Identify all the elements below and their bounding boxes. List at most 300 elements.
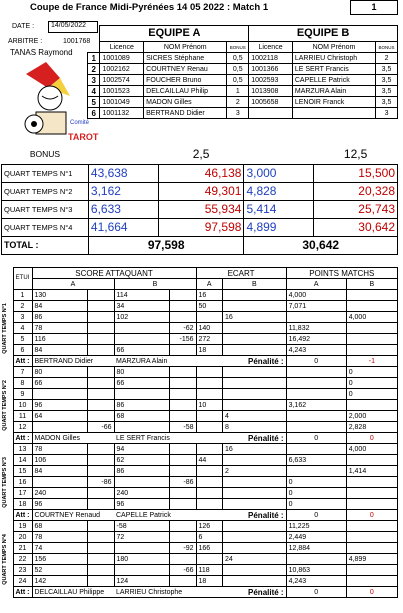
score-b-pos: 34: [114, 301, 169, 312]
col-points-a: A: [286, 279, 346, 290]
score-b-pos: 86: [114, 466, 169, 477]
team-row: [88, 108, 398, 119]
score-a-pos: 84: [32, 466, 87, 477]
team-row: [88, 75, 398, 86]
etui-number: 10: [13, 400, 32, 411]
seat-number: 1: [88, 53, 100, 64]
quarter-side-label: [1, 290, 13, 367]
score-a-neg: [87, 334, 114, 345]
ecart-a: 140: [196, 323, 222, 334]
points-a: 0: [286, 499, 346, 510]
player-licence-b: 1005658: [249, 97, 293, 108]
penalty-b: 0: [346, 433, 397, 444]
score-a-pos: 66: [32, 378, 87, 389]
score-a-pos: 106: [32, 455, 87, 466]
score-b-pos: 86: [114, 400, 169, 411]
team-a-title: EQUIPE A: [100, 26, 249, 42]
cumul-score-a: 97,598: [158, 218, 244, 236]
score-b-pos: 114: [114, 290, 169, 301]
ecart-b: [222, 499, 286, 510]
col-name-a: NOM Prénom: [144, 42, 227, 53]
points-b: [346, 565, 397, 576]
score-a-pos: 64: [32, 411, 87, 422]
score-a-pos: 78: [32, 444, 87, 455]
ecart-b: [222, 477, 286, 488]
points-b: [346, 477, 397, 488]
player-name-a: DELCAILLAU Philip: [144, 86, 227, 97]
score-b-pos: 240: [114, 488, 169, 499]
quarter-summary-row: [2, 164, 398, 182]
score-b-neg: -92: [169, 543, 196, 554]
ecart-b: 24: [222, 554, 286, 565]
deal-row: [1, 290, 398, 301]
deal-row: [1, 312, 398, 323]
quarter-score-b: 4,828: [244, 182, 314, 200]
score-b-pos: 80: [114, 367, 169, 378]
ecart-a: 50: [196, 301, 222, 312]
score-b-neg: -66: [169, 565, 196, 576]
att-player-a: BERTRAND Didier: [32, 356, 114, 367]
ecart-a: 18: [196, 345, 222, 356]
ecart-a: 272: [196, 334, 222, 345]
ecart-b: [222, 400, 286, 411]
score-b-neg: [169, 378, 196, 389]
score-a-neg: [87, 554, 114, 565]
cumul-score-b: 15,500: [314, 164, 398, 182]
deal-row: [1, 378, 398, 389]
score-b-pos: [114, 422, 169, 433]
deal-row: [1, 554, 398, 565]
player-bonus-b: 3,5: [376, 75, 398, 86]
player-bonus-a: 1: [227, 86, 249, 97]
player-name-b: LENOIR Franck: [292, 97, 375, 108]
score-a-pos: 74: [32, 543, 87, 554]
score-a-pos: 84: [32, 301, 87, 312]
points-b: [346, 576, 397, 587]
ecart-b: [222, 345, 286, 356]
points-b: 1,414: [346, 466, 397, 477]
quarter-label: QUART TEMPS N°3: [2, 200, 89, 218]
score-b-neg: [169, 521, 196, 532]
ecart-b: [222, 301, 286, 312]
points-b: [346, 521, 397, 532]
etui-number: 12: [13, 422, 32, 433]
score-a-pos: 80: [32, 367, 87, 378]
quarter-summary-row: [2, 182, 398, 200]
player-name-b: [292, 108, 375, 119]
deal-row: [1, 422, 398, 433]
points-a: 0: [286, 488, 346, 499]
ecart-b: [222, 389, 286, 400]
col-ecart-b: B: [222, 279, 286, 290]
score-a-neg: [87, 466, 114, 477]
seat-number: 3: [88, 75, 100, 86]
ecart-b: [222, 455, 286, 466]
points-b: [346, 543, 397, 554]
att-label: Att :: [13, 510, 32, 521]
score-b-neg: [169, 290, 196, 301]
ecart-a: [196, 411, 222, 422]
score-a-neg: [87, 323, 114, 334]
att-label: Att :: [13, 356, 32, 367]
quarter-vertical-label: QUART TEMPS N°4: [2, 533, 8, 585]
ecart-b: [222, 334, 286, 345]
player-bonus-b: 2: [376, 53, 398, 64]
score-a-pos: 142: [32, 576, 87, 587]
score-b-neg: [169, 488, 196, 499]
points-a: [286, 367, 346, 378]
player-name-b: LE SERT Francis: [292, 64, 375, 75]
score-a-neg: [87, 400, 114, 411]
score-b-neg: -58: [169, 422, 196, 433]
score-a-neg: [87, 521, 114, 532]
attaquant-row: [1, 510, 398, 521]
score-a-neg: [87, 455, 114, 466]
player-name-a: MADON Gilles: [144, 97, 227, 108]
player-name-b: MARZURA Alain: [292, 86, 375, 97]
player-bonus-b: 3,5: [376, 64, 398, 75]
quarter-summary-row: [2, 218, 398, 236]
points-b: [346, 301, 397, 312]
att-player-b: LE SERT Francis: [114, 433, 222, 444]
score-a-pos: [32, 389, 87, 400]
ecart-b: 4: [222, 411, 286, 422]
points-b: [346, 532, 397, 543]
ecart-b: [222, 565, 286, 576]
player-licence-b: 1001366: [249, 64, 293, 75]
player-bonus-a: 0,5: [227, 53, 249, 64]
score-a-neg: [87, 290, 114, 301]
player-licence-a: 1001523: [100, 86, 144, 97]
ecart-a: [196, 477, 222, 488]
ecart-a: [196, 312, 222, 323]
deal-row: [1, 466, 398, 477]
score-a-neg: [87, 565, 114, 576]
score-b-pos: [114, 389, 169, 400]
col-score-a: A: [32, 279, 114, 290]
score-a-neg: [87, 367, 114, 378]
ecart-a: 18: [196, 576, 222, 587]
etui-number: 7: [13, 367, 32, 378]
points-a: [286, 422, 346, 433]
quarter-label: QUART TEMPS N°1: [2, 164, 89, 182]
deal-row: [1, 389, 398, 400]
player-licence-b: 1002593: [249, 75, 293, 86]
deal-row: [1, 411, 398, 422]
score-a-neg: [87, 543, 114, 554]
team-row: [88, 53, 398, 64]
penalty-a: 0: [286, 587, 346, 598]
score-b-neg: [169, 576, 196, 587]
player-licence-a: 1001089: [100, 53, 144, 64]
ecart-b: 2: [222, 466, 286, 477]
score-a-pos: 96: [32, 400, 87, 411]
player-bonus-a: 0,5: [227, 64, 249, 75]
team-row: [88, 97, 398, 108]
ecart-a: 6: [196, 532, 222, 543]
attaquant-row: [1, 587, 398, 598]
quarter-vertical-label: QUART TEMPS N°3: [2, 456, 8, 508]
cumul-score-b: 30,642: [314, 218, 398, 236]
col-name-b: NOM Prénom: [292, 42, 375, 53]
points-a: 10,863: [286, 565, 346, 576]
svg-text:TAROT: TAROT: [68, 132, 99, 142]
etui-number: 21: [13, 543, 32, 554]
points-b: 0: [346, 367, 397, 378]
score-b-neg: -86: [169, 477, 196, 488]
etui-number: 23: [13, 565, 32, 576]
ecart-a: [196, 499, 222, 510]
col-etui: ETUI: [13, 268, 32, 290]
arbitre-id: 1001768: [63, 38, 91, 45]
penalty-label: Pénalité :: [222, 356, 286, 367]
att-player-b: MARZURA Alain: [114, 356, 222, 367]
quarter-side-label: [1, 444, 13, 521]
points-b: [346, 499, 397, 510]
quarter-label: QUART TEMPS N°4: [2, 218, 89, 236]
etui-number: 14: [13, 455, 32, 466]
player-licence-a: 1002162: [100, 64, 144, 75]
player-licence-a: 1001049: [100, 97, 144, 108]
player-name-a: BERTRAND Didier: [144, 108, 227, 119]
player-bonus-a: 3: [227, 108, 249, 119]
score-b-pos: [114, 565, 169, 576]
team-b-title: EQUIPE B: [249, 26, 398, 42]
penalty-b: -1: [346, 356, 397, 367]
quarter-score-b: 5,414: [244, 200, 314, 218]
seat-number: 6: [88, 108, 100, 119]
player-licence-a: 1001132: [100, 108, 144, 119]
etui-number: 4: [13, 323, 32, 334]
points-a: 6,633: [286, 455, 346, 466]
points-a: 7,071: [286, 301, 346, 312]
etui-number: 3: [13, 312, 32, 323]
points-b: 4,899: [346, 554, 397, 565]
total-b: 30,642: [244, 236, 398, 254]
seat-number: 4: [88, 86, 100, 97]
arbitre-name: TANAS Raymond: [10, 48, 73, 57]
points-b: [346, 488, 397, 499]
score-a-pos: [32, 477, 87, 488]
etui-number: 1: [13, 290, 32, 301]
player-name-b: LARRIEU Christoph: [292, 53, 375, 64]
ecart-a: [196, 554, 222, 565]
points-b: [346, 345, 397, 356]
ecart-b: [222, 367, 286, 378]
score-b-neg: [169, 400, 196, 411]
col-licence-a: Licence: [100, 42, 144, 53]
points-b: [346, 455, 397, 466]
ecart-a: [196, 444, 222, 455]
score-b-neg: -62: [169, 323, 196, 334]
penalty-label: Pénalité :: [222, 510, 286, 521]
ecart-a: 10: [196, 400, 222, 411]
seat-number: 5: [88, 97, 100, 108]
score-a-neg: [87, 532, 114, 543]
att-player-b: CAPELLE Patrick: [114, 510, 222, 521]
score-b-neg: [169, 312, 196, 323]
score-a-pos: 96: [32, 499, 87, 510]
deal-row: [1, 334, 398, 345]
player-bonus-b: 3,5: [376, 97, 398, 108]
col-ecart: ECART: [196, 268, 286, 279]
points-a: [286, 378, 346, 389]
deal-row: [1, 565, 398, 576]
score-a-pos: 84: [32, 345, 87, 356]
etui-number: 24: [13, 576, 32, 587]
page-title: Coupe de France Midi-Pyrénées 14 05 2022 : Match 1: [30, 2, 269, 13]
quarter-score-a: 43,638: [88, 164, 158, 182]
deal-row: [1, 455, 398, 466]
deal-row: [1, 499, 398, 510]
quarter-vertical-label: QUART TEMPS N°2: [2, 379, 8, 431]
score-a-pos: 116: [32, 334, 87, 345]
quarter-vertical-label: QUART TEMPS N°1: [2, 302, 8, 354]
points-a: 4,243: [286, 345, 346, 356]
points-a: [286, 389, 346, 400]
etui-number: 2: [13, 301, 32, 312]
etui-number: 20: [13, 532, 32, 543]
score-b-neg: [169, 345, 196, 356]
bonus-b: 12,5: [343, 147, 368, 162]
score-b-pos: 62: [114, 455, 169, 466]
score-b-pos: 68: [114, 411, 169, 422]
score-b-neg: [169, 532, 196, 543]
col-bonus-b: BONUS: [376, 42, 398, 53]
penalty-label: Pénalité :: [222, 433, 286, 444]
date-value: 14/05/2022: [48, 21, 98, 33]
quarter-score-b: 3,000: [244, 164, 314, 182]
penalty-a: 0: [286, 433, 346, 444]
ecart-a: 118: [196, 565, 222, 576]
score-a-pos: 68: [32, 521, 87, 532]
etui-number: 19: [13, 521, 32, 532]
score-b-neg: [169, 367, 196, 378]
penalty-b: 0: [346, 587, 397, 598]
score-b-pos: 180: [114, 554, 169, 565]
ecart-b: [222, 521, 286, 532]
score-a-neg: [87, 378, 114, 389]
etui-number: 6: [13, 345, 32, 356]
score-a-pos: [32, 422, 87, 433]
score-b-neg: [169, 411, 196, 422]
score-b-neg: [169, 444, 196, 455]
points-a: [286, 411, 346, 422]
player-bonus-b: 3: [376, 108, 398, 119]
score-a-neg: [87, 389, 114, 400]
ecart-b: 16: [222, 444, 286, 455]
score-table: [1, 267, 398, 598]
player-licence-b: [249, 108, 293, 119]
teams-table: [87, 25, 398, 119]
deal-row: [1, 576, 398, 587]
score-b-neg: [169, 554, 196, 565]
quarter-summary-row: [2, 200, 398, 218]
score-a-neg: [87, 312, 114, 323]
attaquant-row: [1, 356, 398, 367]
deal-row: [1, 367, 398, 378]
quarter-score-a: 6,633: [88, 200, 158, 218]
quarter-side-label: [1, 521, 13, 598]
cumul-score-b: 25,743: [314, 200, 398, 218]
score-b-pos: 66: [114, 345, 169, 356]
player-bonus-a: 2: [227, 97, 249, 108]
bonus-a: 2,5: [192, 147, 210, 162]
player-name-a: SICRES Stéphane: [144, 53, 227, 64]
player-licence-b: 1002118: [249, 53, 293, 64]
points-a: [286, 312, 346, 323]
quarter-score-a: 3,162: [88, 182, 158, 200]
att-player-a: DELCAILLAU Philippe: [32, 587, 114, 598]
ecart-b: [222, 378, 286, 389]
player-name-b: CAPELLE Patrick: [292, 75, 375, 86]
player-name-a: FOUCHER Bruno: [144, 75, 227, 86]
quarter-score-b: 4,899: [244, 218, 314, 236]
attaquant-row: [1, 433, 398, 444]
score-a-neg: [87, 301, 114, 312]
penalty-a: 0: [286, 356, 346, 367]
points-a: 2,449: [286, 532, 346, 543]
col-score: SCORE ATTAQUANT: [32, 268, 196, 279]
score-b-pos: [114, 323, 169, 334]
ecart-a: [196, 422, 222, 433]
score-b-neg: -156: [169, 334, 196, 345]
ecart-a: [196, 378, 222, 389]
deal-row: [1, 477, 398, 488]
score-a-pos: 156: [32, 554, 87, 565]
cumul-score-a: 55,934: [158, 200, 244, 218]
score-b-neg: [169, 455, 196, 466]
arbitre-label: ARBITRE :: [8, 38, 43, 45]
score-b-neg: [169, 466, 196, 477]
att-player-b: LARRIEU Christophe: [114, 587, 222, 598]
ecart-a: [196, 367, 222, 378]
deal-row: [1, 400, 398, 411]
total-label: TOTAL :: [2, 236, 89, 254]
att-label: Att :: [13, 587, 32, 598]
etui-number: 18: [13, 499, 32, 510]
col-ecart-a: A: [196, 279, 222, 290]
points-b: 2,000: [346, 411, 397, 422]
etui-number: 9: [13, 389, 32, 400]
ecart-b: [222, 543, 286, 554]
points-b: [346, 400, 397, 411]
penalty-b: 0: [346, 510, 397, 521]
deal-row: [1, 444, 398, 455]
penalty-label: Pénalité :: [222, 587, 286, 598]
etui-number: 15: [13, 466, 32, 477]
etui-number: 17: [13, 488, 32, 499]
score-a-neg: [87, 345, 114, 356]
score-b-pos: 102: [114, 312, 169, 323]
points-b: [346, 290, 397, 301]
points-a: 4,000: [286, 290, 346, 301]
player-licence-b: 1013908: [249, 86, 293, 97]
ecart-a: 16: [196, 290, 222, 301]
score-b-neg: [169, 499, 196, 510]
att-player-a: MADON Gilles: [32, 433, 114, 444]
deal-row: [1, 543, 398, 554]
score-a-pos: 130: [32, 290, 87, 301]
quarter-score-a: 41,664: [88, 218, 158, 236]
col-score-b: B: [114, 279, 196, 290]
etui-number: 8: [13, 378, 32, 389]
ecart-b: [222, 290, 286, 301]
points-a: 11,225: [286, 521, 346, 532]
score-a-neg: -86: [87, 477, 114, 488]
cumul-score-b: 20,328: [314, 182, 398, 200]
ecart-b: [222, 576, 286, 587]
